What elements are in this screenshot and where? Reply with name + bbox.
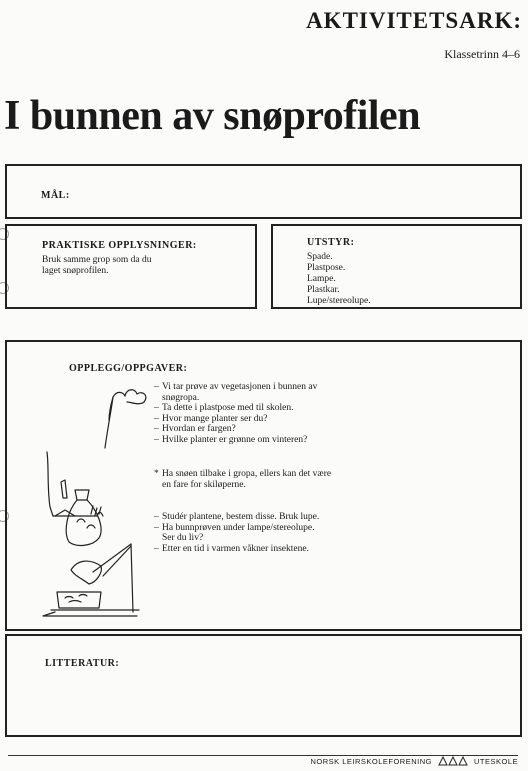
page-title: I bunnen av snøprofilen (4, 93, 421, 139)
task-item: – Hvilke planter er grønne om vinteren? (154, 435, 317, 446)
equipment-label: UTSTYR: (307, 237, 355, 248)
practical-info-box (5, 224, 257, 309)
tents-logo-icon (438, 756, 468, 766)
illustrations (27, 372, 167, 622)
task-item: – Ta dette i plastpose med til skolen. (154, 403, 317, 414)
task-item: * Ha snøen tilbake i gropa, ellers kan det være (154, 469, 331, 480)
task-item: – Ha bunnprøven under lampe/stereolupe. (154, 523, 319, 534)
goal-label: MÅL: (41, 190, 70, 201)
tasks-label: OPPLEGG/OPPGAVER: (69, 363, 188, 374)
equipment-box (271, 224, 522, 309)
task-item: – Hvor mange planter ser du? (154, 414, 317, 425)
equipment-item: Lampe. (307, 274, 336, 284)
task-list-collect (154, 382, 317, 445)
equipment-list (307, 252, 371, 307)
task-item: – Hvordan er fargen? (154, 424, 317, 435)
task-list-snow-back (154, 469, 331, 490)
grade-level: Klassetrinn 4–6 (444, 47, 520, 61)
equipment-item: Spade. (307, 252, 333, 262)
practical-info-line: laget snøprofilen. (42, 266, 109, 276)
task-item: – Vi tar prøve av vegetasjonen i bunnen av (154, 382, 317, 393)
snow-pit-drawing (47, 390, 146, 516)
equipment-item: Plastkar. (307, 285, 340, 295)
equipment-item: Plastpose. (307, 263, 346, 273)
task-list-study (154, 512, 319, 554)
footer-brand: UTESKOLE (473, 756, 518, 766)
footer-org: NORSK LEIRSKOLEFORENING (310, 756, 432, 766)
equipment-item: Lupe/stereolupe. (307, 296, 371, 306)
task-item: – Studér plantene, bestem disse. Bruk lupe. (154, 512, 319, 523)
practical-info-label: PRAKTISKE OPPLYSNINGER: (42, 240, 197, 251)
tasks-box (5, 340, 522, 631)
goal-box (5, 164, 522, 219)
footer (310, 756, 518, 766)
task-item: en fare for skiløperne. (162, 479, 246, 490)
practical-info-line: Bruk samme grop som da du (42, 255, 152, 265)
task-item: – Etter en tid i varmen våkner insektene. (154, 544, 319, 555)
plastic-bag-drawing (66, 490, 101, 545)
literature-label: LITTERATUR: (45, 658, 120, 669)
task-item: Ser du liv? (162, 533, 204, 543)
practical-info-text (42, 255, 152, 277)
sheet-type-title: AKTIVITETSARK: (306, 8, 522, 33)
literature-box (5, 634, 522, 737)
task-item: snøgropa. (162, 392, 200, 403)
lamp-drawing (43, 544, 139, 616)
